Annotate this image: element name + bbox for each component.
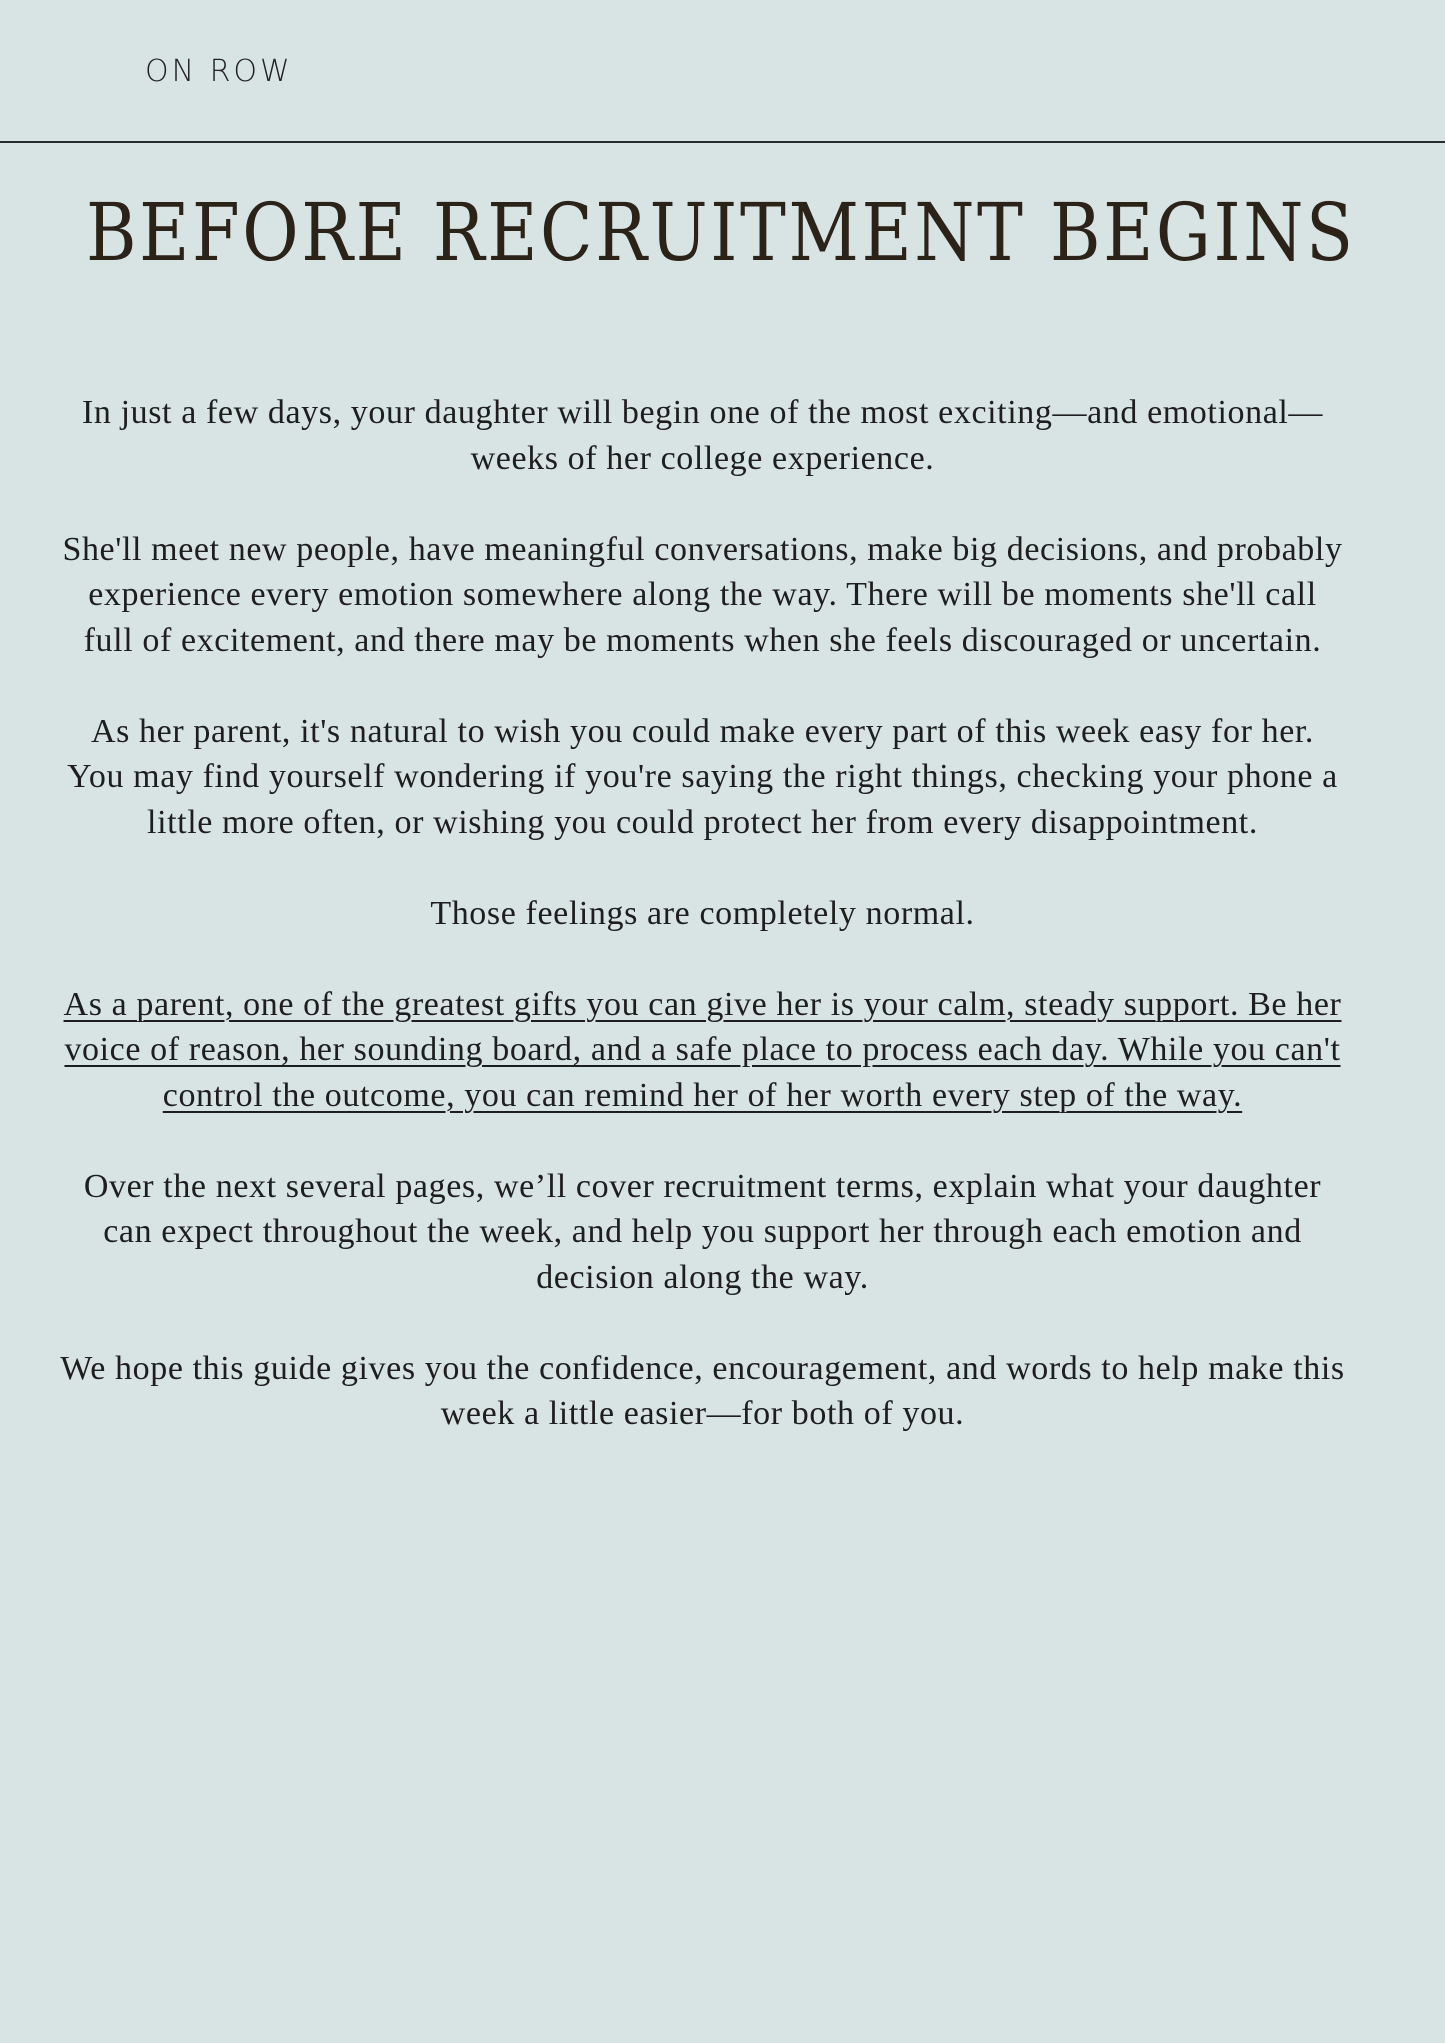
page-header	[0, 0, 1445, 143]
paragraph-spacer	[60, 663, 1345, 709]
paragraph-closing: We hope this guide gives you the confidence, encouragement, and words to help make this week a little easier—for both of you.	[60, 1349, 1345, 1432]
paragraph-next-pages: Over the next several pages, we’ll cover recruitment terms, explain what your daughter can expect throughout the week, and help you support her through each emotion and decision along the way.	[83, 1167, 1322, 1296]
paragraph-intro: In just a few days, your daughter will begin one of the most exciting—and emotional—weeks of her college experience.	[81, 394, 1324, 477]
paragraph-emotions: She'll meet new people, have meaningful conversations, make big decisions, and probably experience every emotion somewhere along the way. There will be moments she'll call full of excitement, and there may be moments when she feels discouraged or uncertain.	[62, 530, 1343, 659]
paragraph-spacer	[60, 845, 1345, 891]
page-title: BEFORE RECRUITMENT BEGINS	[86, 186, 1356, 279]
paragraph-spacer	[60, 481, 1345, 527]
paragraph-spacer	[60, 1118, 1345, 1164]
paragraph-support-highlight: As a parent, one of the greatest gifts you can give her is your calm, steady support. Be her voice of reason, her sounding board, and a safe place to process each day. While you can't control the outcome, you can remind her of her worth every step of the way.	[63, 985, 1342, 1114]
paragraph-parent-wish: As her parent, it's natural to wish you could make every part of this week easy for her.	[90, 712, 1315, 750]
paragraph-normal: Those feelings are completely normal.	[430, 894, 975, 932]
body-text	[60, 390, 1345, 1437]
paragraph-wondering: You may find yourself wondering if you're saying the right things, checking your phone a little more often, or wishing you could protect her from every disappointment.	[67, 758, 1338, 841]
brand-name: ON ROW	[145, 54, 293, 89]
paragraph-spacer	[60, 936, 1345, 982]
paragraph-spacer	[60, 1300, 1345, 1346]
